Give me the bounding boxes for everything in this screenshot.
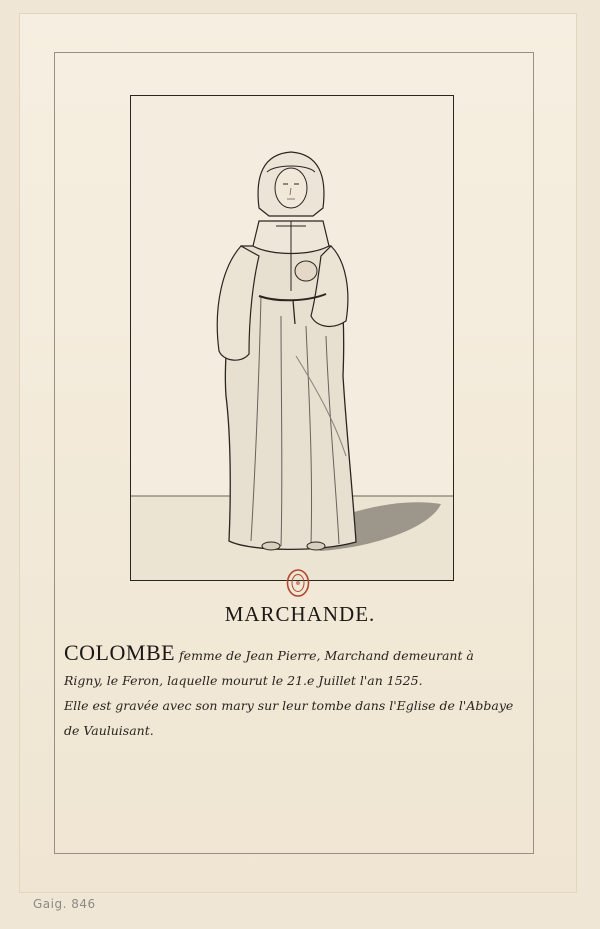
caption-name: COLOMBE (64, 640, 176, 665)
caption-line-2: Rigny, le Feron, laquelle mourut le 21.e Juillet l'an 1525. (64, 673, 423, 688)
shelfmark: Gaig. 846 (33, 897, 96, 911)
caption-line-1-rest: femme de Jean Pierre, Marchand demeurant à (179, 648, 474, 663)
held-object (295, 261, 317, 281)
plate-caption (64, 640, 534, 743)
caption-line-3: Elle est gravée avec son mary sur leur tombe dans l'Eglise de l'Abbaye (64, 698, 514, 713)
figure-drawing (131, 96, 453, 580)
caption-line-4: de Vauluisant. (64, 723, 154, 738)
library-stamp (286, 568, 310, 598)
illustration-plate (130, 95, 454, 581)
plate-title: MARCHANDE. (224, 602, 376, 626)
caption-line-1 (64, 640, 534, 668)
